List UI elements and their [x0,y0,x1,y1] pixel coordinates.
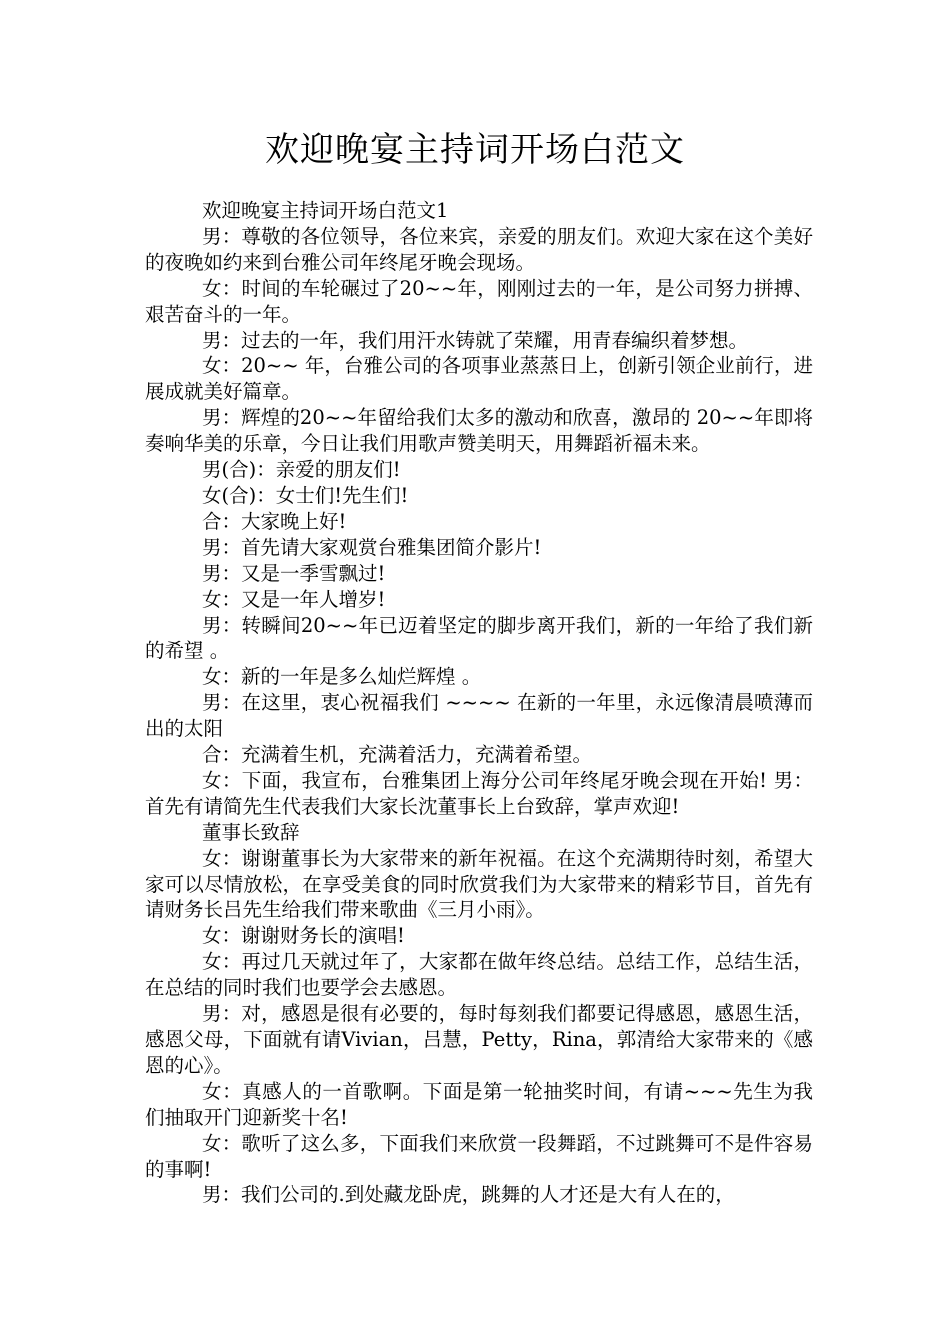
document-title: 欢迎晚宴主持词开场白范文 [265,130,685,170]
paragraph: 男：辉煌的20~~年留给我们太多的激动和欣喜，激昂的 20~~年即将奏响华美的乐章，今日让我们用歌声赞美明天，用舞蹈祈福未来。 [145,406,813,456]
paragraph: 男：我们公司的.到处藏龙卧虎，跳舞的人才还是大有人在的， [202,1183,735,1207]
paragraph-subtitle: 欢迎晚宴主持词开场白范文1 [202,199,449,222]
paragraph: 女：20~~ 年，台雅公司的各项事业蒸蒸日上，创新引领企业前行，进展成就美好篇章。 [145,354,813,404]
paragraph: 男：对，感恩是很有必要的，每时每刻我们都要记得感恩，感恩生活，感恩父母，下面就有请Vivian，吕慧，Petty，Rina，郭清给大家带来的《感恩的心》。 [145,1002,813,1077]
paragraph: 男：在这里，衷心祝福我们 ~~~~ 在新的一年里，永远像清晨喷薄而出的太阳 [145,691,813,741]
paragraph: 男：过去的一年，我们用汗水铸就了荣耀，用青春编织着梦想。 [202,328,749,352]
section-heading: 董事长致辞 [202,820,300,844]
paragraph: 女(合)：女士们!先生们! [202,483,409,507]
paragraph: 男：又是一季雪飘过! [202,561,386,585]
paragraph: 女：又是一年人增岁! [202,587,386,611]
paragraph: 女：下面，我宣布，台雅集团上海分公司年终尾牙晚会现在开始! 男：首先有请简先生代表我们大家长沈董事长上台致辞，掌声欢迎! [145,768,813,818]
paragraph: 男(合)：亲爱的朋友们! [202,458,401,482]
paragraph: 女：谢谢财务长的演唱! [202,924,405,948]
paragraph: 男：转瞬间20~~年已迈着坚定的脚步离开我们，新的一年给了我们新的希望 。 [145,613,813,663]
paragraph: 男：首先请大家观赏台雅集团简介影片! [202,535,542,559]
paragraph: 男：尊敬的各位领导，各位来宾，亲爱的朋友们。欢迎大家在这个美好的夜晚如约来到台雅公司年终尾牙晚会现场。 [145,224,813,274]
paragraph: 女：再过几天就过年了，大家都在做年终总结。总结工作，总结生活，在总结的同时我们也要学会去感恩。 [145,950,813,1000]
paragraph: 女：谢谢董事长为大家带来的新年祝福。在这个充满期待时刻，希望大家可以尽情放松，在享受美食的同时欣赏我们为大家带来的精彩节目，首先有请财务长吕先生给我们带来歌曲《三月小雨》。 [145,846,813,922]
document-body [145,198,813,1208]
paragraph: 女：时间的车轮碾过了20~~年，刚刚过去的一年，是公司努力拼搏、艰苦奋斗的一年。 [145,276,813,326]
paragraph: 女：真感人的一首歌啊。下面是第一轮抽奖时间，有请~~~先生为我们抽取开门迎新奖十名! [145,1079,813,1129]
paragraph: 女：歌听了这么多，下面我们来欣赏一段舞蹈，不过跳舞可不是件容易的事啊! [145,1131,813,1181]
paragraph: 合：充满着生机，充满着活力，充满着希望。 [202,743,593,767]
paragraph: 女：新的一年是多么灿烂辉煌 。 [202,665,482,689]
paragraph: 合：大家晚上好! [202,509,347,533]
